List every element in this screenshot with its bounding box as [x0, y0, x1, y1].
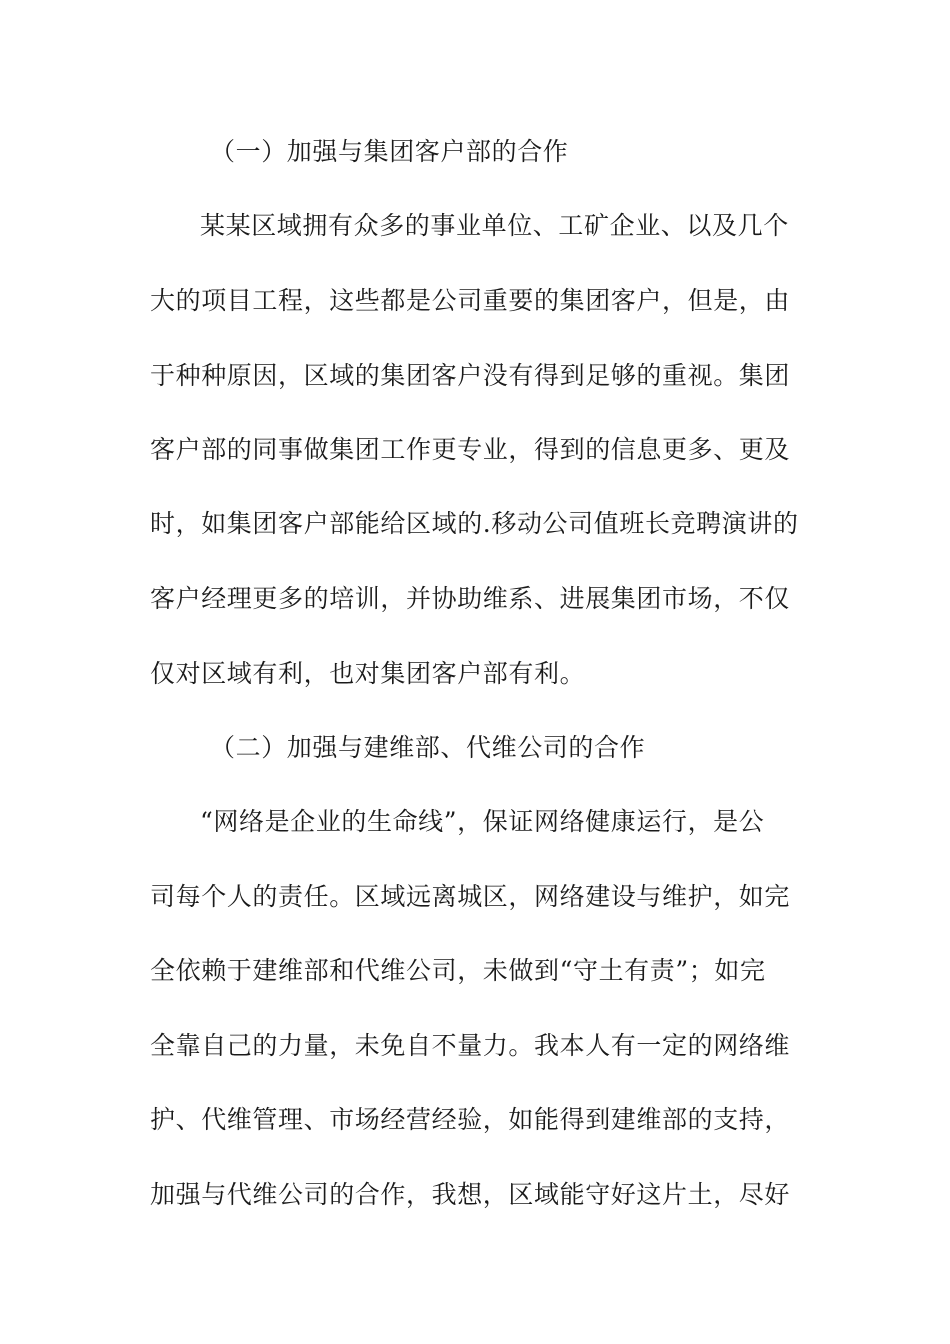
paragraph-line: 大的项目工程，这些都是公司重要的集团客户，但是，由: [150, 286, 791, 315]
section-heading-1: （一）加强与集团客户部的合作: [210, 137, 569, 166]
paragraph-line: 时，如集团客户部能给区域的.移动公司值班长竞聘演讲的: [150, 509, 799, 538]
paragraph-line: 司每个人的责任。区域远离城区，网络建设与维护，如完: [150, 882, 791, 911]
section-heading-2: （二）加强与建维部、代维公司的合作: [210, 733, 646, 762]
paragraph-line: 客户部的同事做集团工作更专业，得到的信息更多、更及: [150, 435, 791, 464]
paragraph-line: 仅对区域有利，也对集团客户部有利。: [150, 659, 586, 688]
paragraph-line: 某某区域拥有众多的事业单位、工矿企业、以及几个: [200, 211, 789, 240]
paragraph-line: 客户经理更多的培训，并协助维系、进展集团市场，不仅: [150, 584, 791, 613]
paragraph-line: 加强与代维公司的合作，我想，区域能守好这片土，尽好: [150, 1180, 791, 1209]
paragraph-line: 于种种原因，区域的集团客户没有得到足够的重视。集团: [150, 361, 791, 390]
paragraph-line: 全靠自己的力量，未免自不量力。我本人有一定的网络维: [150, 1031, 791, 1060]
paragraph-line: “网络是企业的生命线”，保证网络健康运行，是公: [200, 807, 765, 836]
paragraph-line: 护、代维管理、市场经营经验，如能得到建维部的支持，: [150, 1105, 791, 1134]
paragraph-line: 全依赖于建维部和代维公司，未做到“守土有责”；如完: [150, 956, 766, 985]
